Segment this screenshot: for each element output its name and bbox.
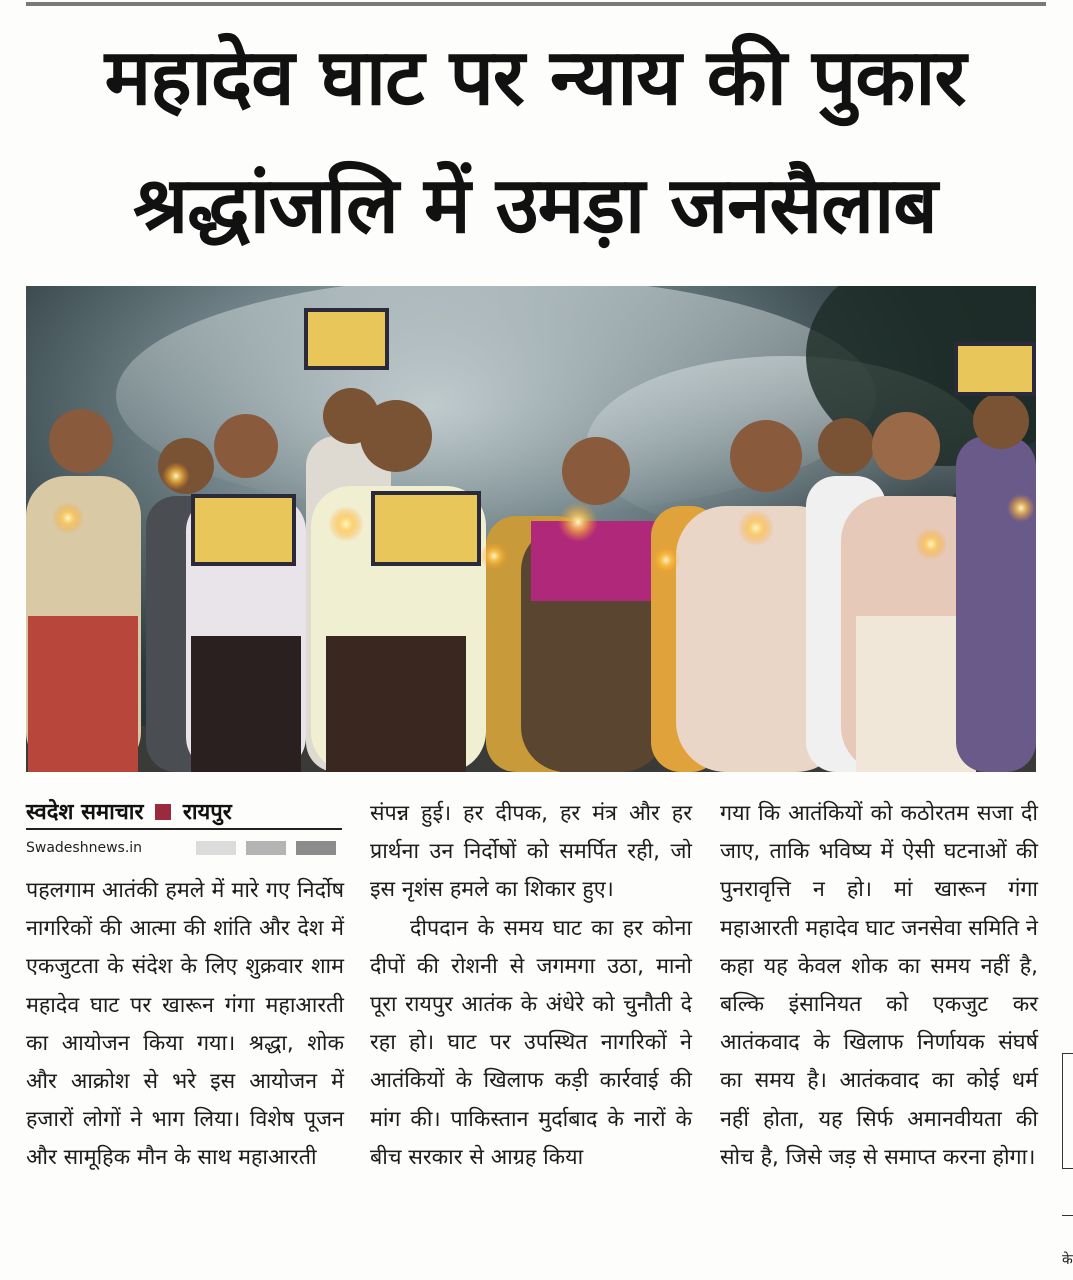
article-column-2 [370,795,692,1177]
headline-line-1: महादेव घाट पर न्याय की पुकार [104,33,966,123]
article-col2-para1: संपन्न हुई। हर दीपक, हर मंत्र और हर प्रार्थना उन निर्दोषों को समर्पित रही, जो इस नृशंस हमले का शिकार हुए। [370,801,692,903]
website-link[interactable]: Swadeshnews.in [26,840,143,856]
byline-agency: स्वदेश समाचार [26,800,144,825]
article-column-3 [720,795,1038,1177]
article-column-1 [26,872,344,1178]
adjacent-article-rule [1062,1215,1073,1216]
headline-line-2: श्रद्धांजलि में उमड़ा जनसैलाब [133,161,937,251]
article-col2-para2: दीपदान के समय घाट का हर कोना दीपों की रोशनी से जगमगा उठा, मानो पूरा रायपुर आतंक के अंधेरे को चुनौती दे रहा हो। घाट पर उपस्थित नागरिकों ने आतंकियों के खिलाफ कड़ी कार्रवाई की मांग की। पाकिस्तान मुर्दाबाद के नारों के बीच सरकार से आग्रह किया [370,915,692,1170]
bar-1 [196,841,236,855]
top-rule [26,2,1046,6]
adjacent-article-box [1062,1053,1073,1169]
photo-illustration [26,286,1036,772]
byline-city: रायपुर [182,800,232,825]
news-photo [26,286,1036,772]
byline-rule [26,828,342,830]
article-col3-text: गया कि आतंकियों को कठोरतम सजा दी जाए, ताकि भविष्य में ऐसी घटनाओं की पुनरावृत्ति न हो। मां खारून गंगा महाआरती महादेव घाट जनसेवा समिति ने कहा यह केवल शोक का समय नहीं है, बल्कि इंसानियत को एकजुट कर आतंकवाद के खिलाफ निर्णायक संघर्ष का समय है। आतंकवाद का कोई धर्म नहीं होता, यह सिर्फ अमानवीयता की सोच है, जिसे जड़ से समाप्त करना होगा। [720,801,1038,1170]
adjacent-article-char: के [1062,1252,1073,1268]
byline-square [155,804,171,820]
byline [26,796,232,826]
decorative-bars [196,840,346,859]
bar-3 [296,841,336,855]
article-col1-text: पहलगाम आतंकी हमले में मारे गए निर्दोष नागरिकों की आत्मा की शांति और देश में एकजुटता के संदेश के लिए शुक्रवार शाम महादेव घाट पर खारून गंगा महाआरती का आयोजन किया गया। श्रद्धा, शोक और आक्रोश से भरे इस आयोजन में हजारों लोगों ने भाग लिया। विशेष पूजन और सामूहिक मौन के साथ महाआरती [26,878,344,1171]
bar-2 [246,841,286,855]
